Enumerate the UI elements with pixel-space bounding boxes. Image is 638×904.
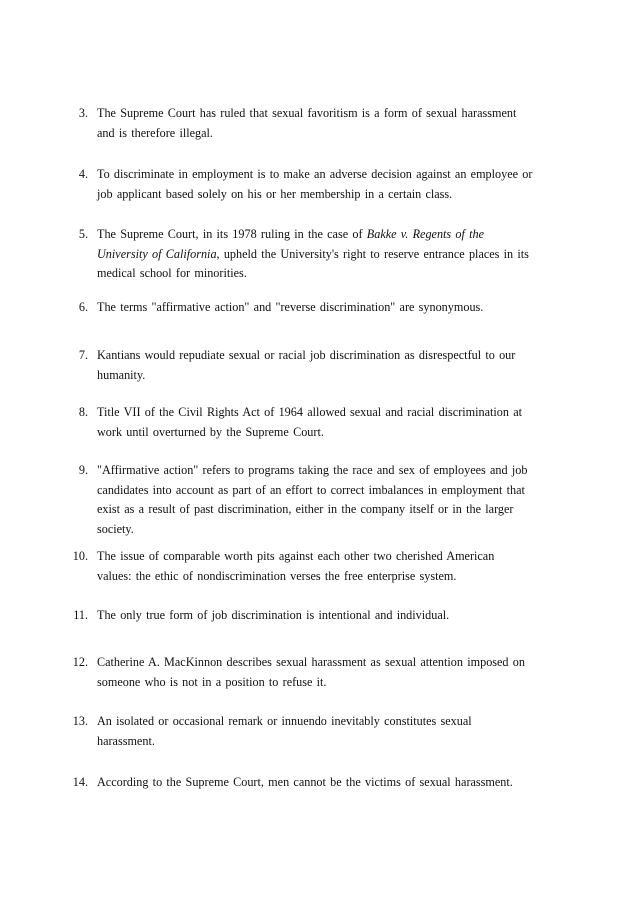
question-number: 6. — [78, 300, 88, 314]
question-number: 13. — [72, 714, 88, 728]
question-text — [97, 403, 560, 442]
question-line: society. — [97, 521, 134, 536]
question-line: values: the ethic of nondiscrimination verses the free enterprise system. — [97, 568, 457, 583]
question-line: The only true form of job discrimination is intentional and individual. — [97, 608, 450, 622]
question-number: 8. — [78, 405, 88, 419]
question-line: harassment. — [97, 733, 155, 748]
question-line: Title VII of the Civil Rights Act of 1964 allowed sexual and racial discrimination at — [97, 405, 523, 419]
question-line: medical school for minorities. — [97, 266, 247, 280]
case-name-italic: Bakke v. Regents of the — [366, 227, 485, 241]
question-text-segment: The Supreme Court, in its 1978 ruling in the case of — [97, 227, 367, 241]
question-number: 3. — [78, 106, 88, 120]
question-text — [97, 606, 560, 626]
question-line: "Affirmative action" refers to programs taking the race and sex of employees and job — [97, 463, 528, 477]
question-line: An isolated or occasional remark or innuendo inevitably constitutes sexual — [97, 714, 472, 728]
question-number: 11. — [73, 608, 88, 622]
question-line — [97, 225, 560, 245]
question-number: 14. — [72, 775, 88, 789]
question-number: 5. — [78, 227, 88, 241]
question-text — [97, 712, 560, 751]
question-text — [97, 461, 560, 539]
question-line: work until overturned by the Supreme Court. — [97, 424, 324, 439]
question-text — [97, 298, 560, 318]
question-text — [97, 346, 560, 385]
question-line: candidates into account as part of an effort to correct imbalances in employment that — [97, 482, 525, 497]
question-line: job applicant based solely on his or her membership in a certain class. — [97, 186, 453, 201]
question-line: The terms "affirmative action" and "reverse discrimination" are synonymous. — [97, 300, 484, 314]
question-text — [97, 773, 560, 793]
question-text — [97, 653, 560, 692]
question-text — [97, 165, 560, 204]
question-line: and is therefore illegal. — [97, 125, 213, 140]
question-text — [97, 225, 560, 284]
question-line: someone who is not in a position to refuse it. — [97, 674, 327, 689]
question-number: 4. — [78, 167, 88, 181]
question-text — [97, 104, 560, 143]
question-number: 9. — [78, 463, 88, 477]
question-line — [97, 245, 560, 265]
question-line: According to the Supreme Court, men cannot be the victims of sexual harassment. — [97, 775, 513, 789]
question-text-segment: , upheld the University's right to reserve entrance places in its — [216, 246, 529, 261]
question-number: 10. — [72, 549, 88, 563]
question-line: humanity. — [97, 367, 146, 382]
case-name-italic: University of California — [97, 246, 217, 261]
question-line: To discriminate in employment is to make an adverse decision against an employee or — [97, 167, 533, 181]
question-line: The Supreme Court has ruled that sexual favoritism is a form of sexual harassment — [97, 106, 517, 120]
question-text — [97, 547, 560, 586]
question-line: exist as a result of past discrimination, either in the company itself or in the larger — [97, 502, 514, 516]
question-number: 12. — [72, 655, 88, 669]
question-line: The issue of comparable worth pits against each other two cherished American — [97, 549, 495, 563]
question-number: 7. — [78, 348, 88, 362]
question-line: Catherine A. MacKinnon describes sexual harassment as sexual attention imposed on — [97, 655, 525, 669]
question-line: Kantians would repudiate sexual or racial job discrimination as disrespectful to our — [97, 348, 516, 362]
